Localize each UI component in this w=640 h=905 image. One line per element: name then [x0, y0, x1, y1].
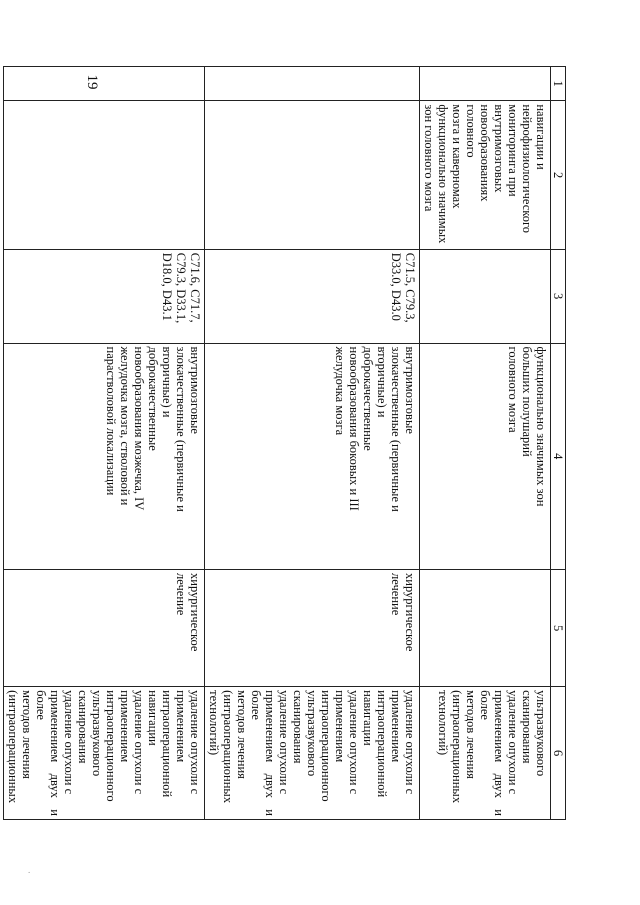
column-number-3: 3: [551, 249, 566, 343]
row3-icd-codes-text: C71.6, C71.7, C79.3, D33.1, D18.0, D43.1: [160, 252, 202, 324]
scan-speck: .: [28, 865, 31, 875]
row1-treatment-method: [420, 687, 551, 820]
row2-treatment-method-text: удаление опухоли с применением интраоперационной навигации удаление опухоли с применением интраоперационного ультразвукового сканирования удаление опухоли с применением двух и более методов лечения (интраоперационных технологий): [207, 690, 417, 816]
row3-treatment-method-text: удаление опухоли с применением интраоперационной навигации удаление опухоли с применением интраоперационного ультразвукового сканирования удаление опухоли с применением двух и более методов лечения (интраоперационных: [6, 690, 202, 816]
column-number-4: 4: [551, 343, 566, 570]
row3-diagnosis-text: внутримозговые злокачественные (первичные и вторичные) и доброкачественные новообразования мозжечка, IV желудочка мозга, стволовой и парастволовой локализации: [104, 346, 202, 512]
row1-method-name-text: навигации и нейрофизиологического мониторинга при внутримозговых новообразованиях головного мозга и каверномах функционально значимых зон головного мозга: [422, 104, 548, 244]
medical-care-table: [3, 66, 566, 820]
row2-treatment-method: [205, 687, 420, 820]
table-row: [205, 67, 420, 820]
row1-treatment-method-text: ультразвукового сканирования удаление опухоли с применением двух и более методов лечения (интраоперационных технологий): [436, 690, 548, 816]
row1-treatment-type: [420, 570, 551, 687]
row3-treatment-type-text: хирургическое лечение: [174, 573, 202, 652]
row1-method-name: [420, 101, 551, 249]
column-number-row: [551, 67, 566, 820]
column-number-6: 6: [551, 687, 566, 820]
row3-treatment-type: [4, 570, 205, 687]
row2-icd-codes-text: C71.5, C79.3, D33.0, D43.0: [389, 252, 417, 323]
page-number: 19: [84, 74, 100, 90]
row2-col1: [205, 67, 420, 101]
row1-icd-codes: [420, 249, 551, 343]
table-row: [420, 67, 551, 820]
row3-treatment-method: [4, 687, 205, 820]
row2-treatment-type-text: хирургическое лечение: [389, 573, 417, 652]
row1-diagnosis-text: функционально значимых зон больших полушарий головного мозга: [506, 346, 548, 507]
table-row: [4, 67, 205, 820]
column-number-1: 1: [551, 67, 566, 101]
column-number-5: 5: [551, 570, 566, 687]
row2-treatment-type: [205, 570, 420, 687]
row2-diagnosis-text: внутримозговые злокачественные (первичные и вторичные) и доброкачественные новообразования боковых и III желудочка мозга: [333, 346, 417, 512]
row2-method-name: [205, 101, 420, 249]
row3-diagnosis: [4, 343, 205, 570]
row3-method-name: [4, 101, 205, 249]
row2-diagnosis: [205, 343, 420, 570]
row3-icd-codes: [4, 249, 205, 343]
column-number-2: 2: [551, 101, 566, 249]
row2-icd-codes: [205, 249, 420, 343]
row3-col1: [4, 67, 205, 101]
row1-col1: [420, 67, 551, 101]
row1-diagnosis: [420, 343, 551, 570]
